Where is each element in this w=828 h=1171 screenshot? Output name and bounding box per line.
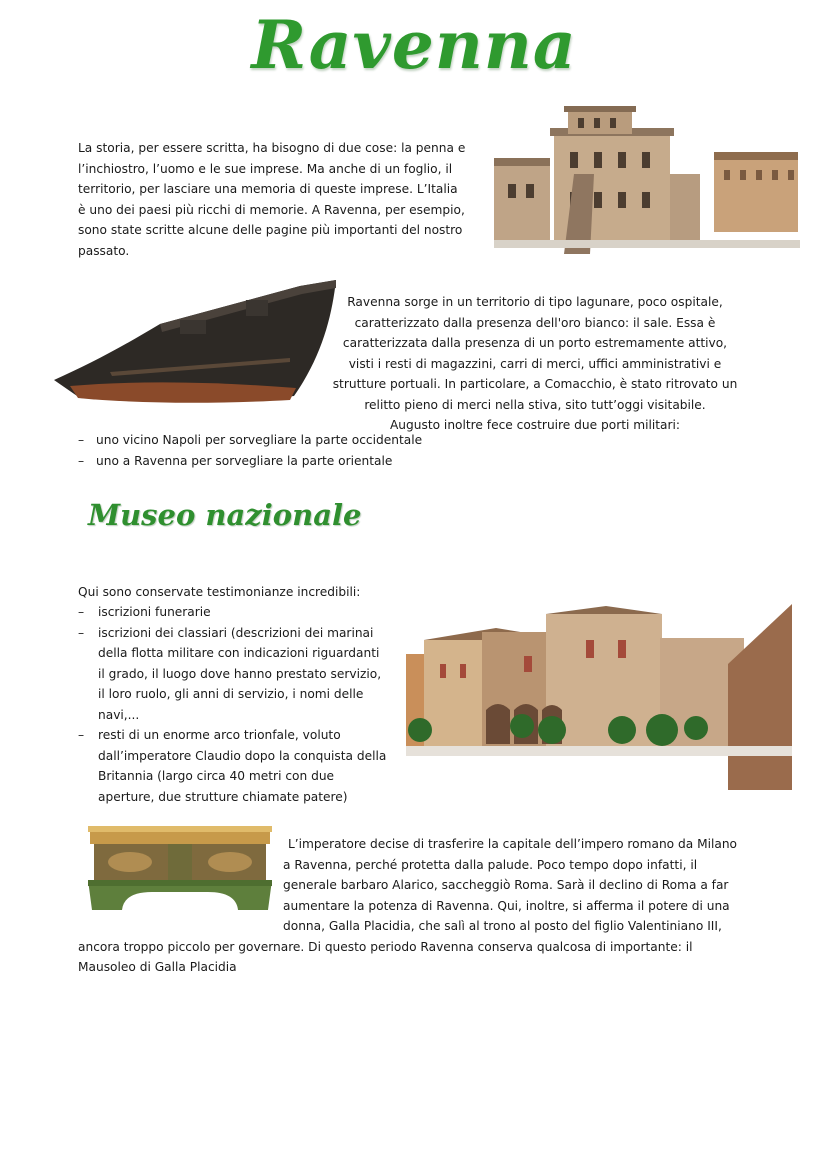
list-item: – uno vicino Napoli per sorvegliare la parte occidentale <box>78 430 422 451</box>
territory-paragraph <box>300 292 770 436</box>
museum-item-line: – iscrizioni dei classiari (descrizioni dei marinai <box>98 625 374 640</box>
list-item <box>78 623 386 726</box>
page-title: Ravenna <box>251 6 577 84</box>
capital-paragraph <box>78 834 737 978</box>
museum-heading: Museo nazionale <box>88 498 362 532</box>
list-item <box>78 725 386 807</box>
territory-line: caratterizzata dalla presenza di un porto estremamente attivo, <box>342 336 728 350</box>
basilica-image <box>494 104 800 258</box>
territory-line: caratterizzato dalla presenza dell'oro bianco: il sale. Essa è <box>354 315 716 330</box>
museum-list <box>78 602 386 807</box>
museum-item-line: della flotta militare con indicazioni riguardanti <box>98 646 380 660</box>
capital-line: donna, Galla Placidia, che salì al trono al posto del figlio Valentiniano III, <box>283 919 722 933</box>
capital-line: aumentare la potenza di Ravenna. Qui, inoltre, si afferma il potere di una <box>283 898 730 913</box>
territory-line: relitto pieno di merci nella stiva, sito tutt’oggi visitabile. <box>364 397 706 412</box>
museum-item-line: il loro ruolo, gli anni di servizio, i nomi delle <box>98 687 364 701</box>
shipwreck-image <box>50 276 340 410</box>
capital-line: Mausoleo di Galla Placidia <box>78 960 237 974</box>
museum-intro-text: Qui sono conservate testimonianze incredibili: <box>78 585 361 599</box>
intro-line: La storia, per essere scritta, ha bisogno di due cose: la penna e <box>78 141 466 155</box>
museum-item-line: – iscrizioni funerarie <box>98 605 211 619</box>
museum-item-line: – resti di un enorme arco trionfale, voluto <box>98 728 341 742</box>
intro-line: territorio, per lasciare una memoria di queste imprese. L’Italia <box>78 182 458 196</box>
territory-line: Ravenna sorge in un territorio di tipo lagunare, poco ospitale, <box>347 295 723 309</box>
museum-item-line: Britannia (largo circa 40 metri con due <box>98 769 335 783</box>
ports-list <box>78 430 422 471</box>
capital-line: generale barbaro Alarico, saccheggiò Roma. Sarà il declino di Roma a far <box>283 878 729 892</box>
museum-item-line: dall’imperatore Claudio dopo la conquista della <box>98 748 387 763</box>
intro-line: sono state scritte alcune delle pagine più importanti del nostro <box>78 223 463 237</box>
capital-line: L’imperatore decise di trasferire la capitale dell’impero romano da Milano <box>288 837 738 851</box>
museum-item-line: navi,... <box>98 707 140 722</box>
list-item <box>78 602 386 623</box>
list-item: – uno a Ravenna per sorvegliare la parte orientale <box>78 451 422 472</box>
intro-line: è uno dei paesi più ricchi di memorie. A Ravenna, per esempio, <box>78 202 465 217</box>
territory-line: Augusto inoltre fece costruire due porti militari: <box>389 418 681 432</box>
museum-item-line: aperture, due strutture chiamate patere) <box>98 789 348 804</box>
museum-item-line: il grado, il luogo dove hanno prestato servizio, <box>98 666 382 681</box>
capital-line: a Ravenna, perché protetta dalla palude. Poco tempo dopo infatti, il <box>283 857 698 872</box>
museum-image <box>406 594 792 794</box>
territory-line: visti i resti di magazzini, carri di merci, uffici amministrativi e <box>348 356 722 371</box>
territory-line: strutture portuali. In particolare, a Comacchio, è stato ritrovato un <box>332 377 738 391</box>
intro-paragraph <box>78 138 465 261</box>
intro-line: l’inchiostro, l’uomo e le sue imprese. Ma anche di un foglio, il <box>78 161 453 176</box>
capital-line: ancora troppo piccolo per governare. Di questo periodo Ravenna conserva qualcosa di importante: il <box>78 939 693 954</box>
intro-line: passato. <box>78 243 130 258</box>
museum-intro <box>78 582 360 603</box>
